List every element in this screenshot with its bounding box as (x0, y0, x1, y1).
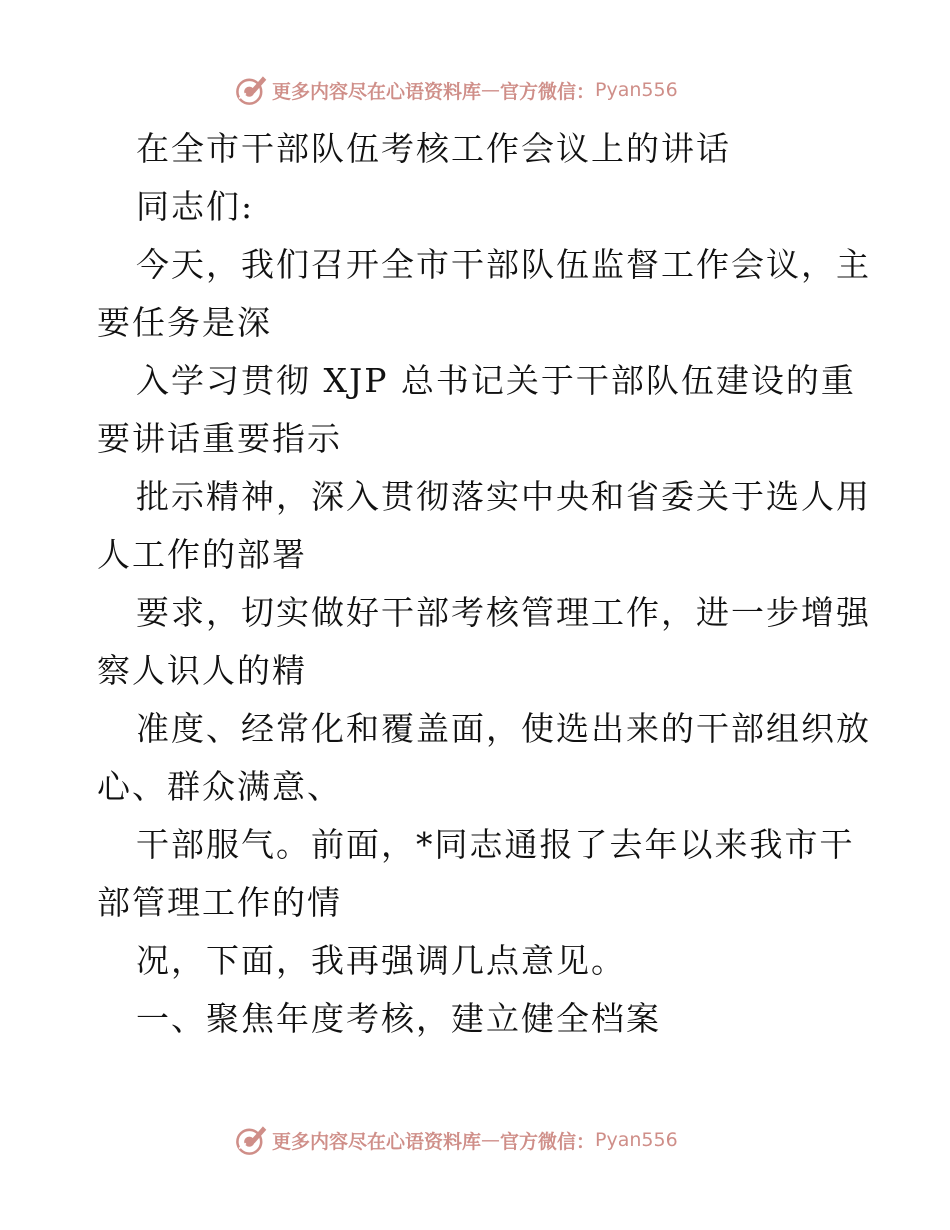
watermark-label: 官方微信： (500, 1130, 596, 1153)
text-line: 要求，切实做好干部考核管理工作，进一步增强 (136, 593, 871, 632)
text-line: 况，下面，我再强调几点意见。 (136, 941, 626, 980)
text-line: 部管理工作的情 (97, 883, 342, 922)
watermark-wechat-id: Pyan556 (595, 79, 678, 101)
watermark-label: 官方微信： (500, 80, 596, 103)
watermark-dash: — (481, 79, 501, 101)
text-line: 今天，我们召开全市干部队伍监督工作会议，主 (136, 245, 871, 284)
watermark-brand: 更多内容尽在心语资料库 (272, 1130, 482, 1153)
text-line: 同志们: (136, 187, 255, 226)
pen-logo-icon (234, 1123, 268, 1157)
text-line: 要任务是深 (97, 303, 272, 342)
text-line: 干部服气。前面，*同志通报了去年以来我市干 (136, 825, 855, 864)
text-line: 准度、经常化和覆盖面，使选出来的干部组织放 (136, 709, 871, 748)
pen-logo-icon (234, 73, 268, 107)
text-line: 人工作的部署 (97, 535, 307, 574)
text-line: 批示精神，深入贯彻落实中央和省委关于选人用 (136, 477, 871, 516)
header-watermark (234, 72, 678, 108)
watermark-brand: 更多内容尽在心语资料库 (272, 80, 482, 103)
watermark-wechat-id: Pyan556 (595, 1129, 678, 1151)
text-line: 心、群众满意、 (97, 767, 342, 806)
text-line: 察人识人的精 (97, 651, 307, 690)
document-title: 在全市干部队伍考核工作会议上的讲话 (136, 129, 731, 168)
footer-watermark (234, 1122, 678, 1158)
document-body (97, 120, 871, 1048)
text-line: 入学习贯彻 XJP 总书记关于干部队伍建设的重 (136, 361, 856, 400)
watermark-dash: — (481, 1129, 501, 1151)
text-line: 一、聚焦年度考核，建立健全档案 (136, 999, 661, 1038)
text-line: 要讲话重要指示 (97, 419, 342, 458)
